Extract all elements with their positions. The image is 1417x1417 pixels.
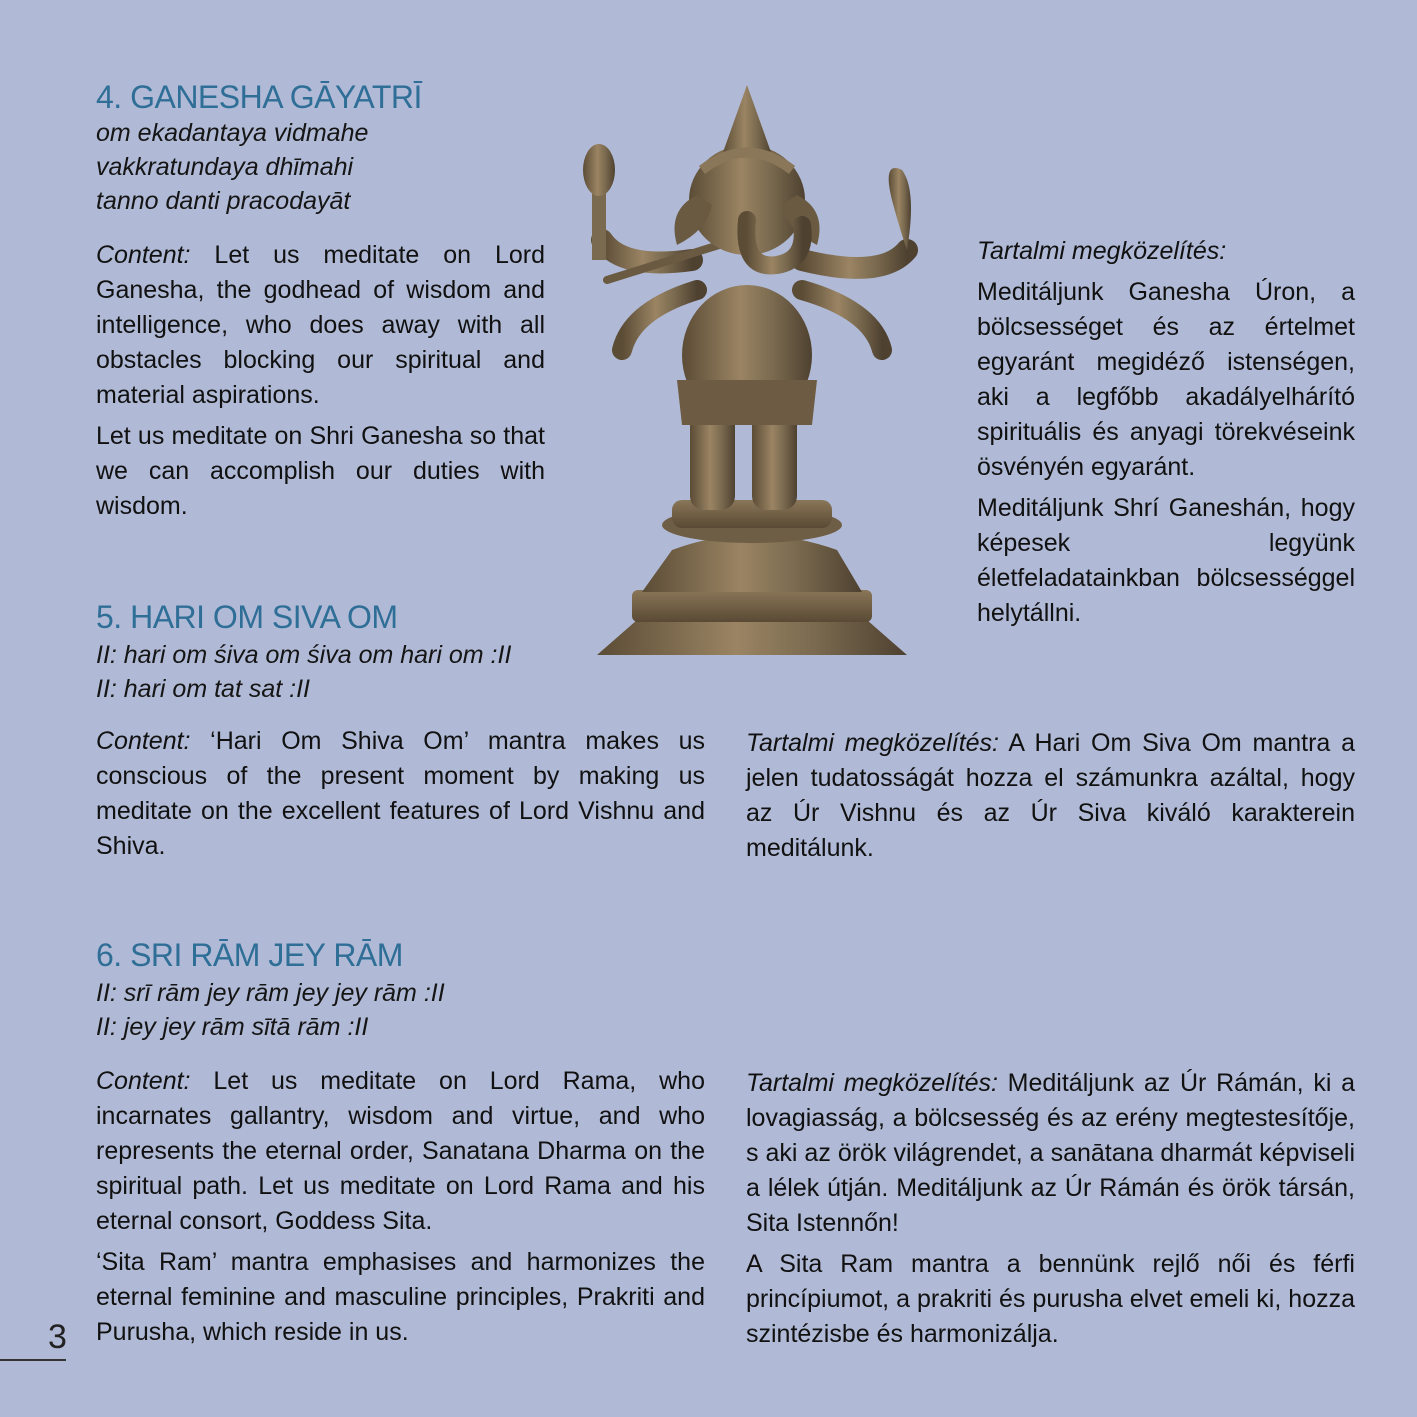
english-paragraph (96, 724, 705, 864)
section-4-hungarian (977, 234, 1355, 637)
mantra-line: II: srī rām jey rām jey jey rām :II (96, 979, 445, 1007)
hungarian-paragraph: Meditáljunk Shrí Ganeshán, hogy képesek legyünk életfeladatainkban bölcsességgel helytállni. (977, 494, 1355, 627)
content-label: Content: (96, 241, 191, 269)
hungarian-paragraph: A Sita Ram mantra a bennünk rejlő női és férfi princípiumot, a prakriti és purusha elvet emeli ki, hozza szintézisbe és harmonizálja. (746, 1250, 1355, 1348)
section-6-english (96, 1064, 705, 1356)
mantra-line: vakkratundaya dhīmahi (96, 153, 354, 181)
english-paragraph (96, 1064, 705, 1239)
hungarian-paragraph (746, 726, 1355, 866)
hungarian-paragraph (746, 1066, 1355, 1241)
hungarian-label: Tartalmi megközelítés: (977, 237, 1227, 265)
section-5-mantra (96, 638, 511, 706)
page-number: 3 (48, 1318, 67, 1356)
mantra-line: tanno danti pracodayāt (96, 187, 351, 215)
mantra-line: om ekadantaya vidmahe (96, 119, 369, 147)
section-6-hungarian (746, 1066, 1355, 1358)
mantra-line: II: hari om śiva om śiva om hari om :II (96, 641, 512, 669)
section-5-english (96, 724, 705, 870)
section-4-mantra (96, 116, 368, 218)
section-4-heading: 4. GANESHA GĀYATRĪ (96, 79, 422, 115)
paragraph-text: ‘Hari Om Shiva Om’ mantra makes us conscious of the present moment by making us meditate on the excellent features of Lord Vishnu and Shiva. (96, 727, 705, 860)
section-4-english (96, 238, 545, 530)
section-6-mantra (96, 976, 445, 1044)
ganesha-statue-image (562, 80, 942, 665)
hungarian-paragraph: Meditáljunk Ganesha Úron, a bölcsességet és az értelmet egyaránt megidéző istenségen, aki a legfőbb akadályelhárító spirituális és anyagi törekvéseink ösvényén egyaránt. (977, 278, 1355, 481)
section-5-hungarian (746, 726, 1355, 872)
hungarian-label: Tartalmi megközelítés: (746, 729, 999, 757)
paragraph-text: Let us meditate on Lord Rama, who incarnates gallantry, wisdom and virtue, and who represents the eternal order, Sanatana Dharma on the spiritual path. Let us meditate on Lord Rama and his eternal consort, Goddess Sita. (96, 1067, 705, 1235)
content-label: Content: (96, 727, 191, 755)
english-paragraph: ‘Sita Ram’ mantra emphasises and harmonizes the eternal feminine and masculine principles, Prakriti and Purusha, which reside in us. (96, 1248, 705, 1346)
content-label: Content: (96, 1067, 191, 1095)
paragraph-text: A Hari Om Siva Om mantra a jelen tudatosságát hozza el számunkra azáltal, hogy az Úr Vishnu és az Úr Siva kiváló karakterein meditálunk. (746, 729, 1356, 862)
english-paragraph: Let us meditate on Shri Ganesha so that we can accomplish our duties with wisdom. (96, 422, 545, 520)
paragraph-text: Let us meditate on Lord Ganesha, the godhead of wisdom and intelligence, who does away with all obstacles blocking our spiritual and material aspirations. (96, 241, 545, 409)
section-6-heading: 6. SRI RĀM JEY RĀM (96, 937, 403, 973)
section-5-heading: 5. HARI OM SIVA OM (96, 599, 398, 635)
mantra-line: II: hari om tat sat :II (96, 675, 310, 703)
paragraph-text: Meditáljunk az Úr Rámán, ki a lovagiasság, a bölcsesség és az erény megtestesítője, s aki az örök világrendet, a sanātana dharmát képviseli a lélek útján. Meditáljunk az Úr Rámán és örök társán, Sita Istennőn! (746, 1069, 1356, 1237)
mantra-line: II: jey jey rām sītā rām :II (96, 1013, 369, 1041)
hungarian-label: Tartalmi megközelítés: (746, 1069, 998, 1097)
page-number-rule (0, 1359, 66, 1361)
english-paragraph (96, 238, 545, 413)
